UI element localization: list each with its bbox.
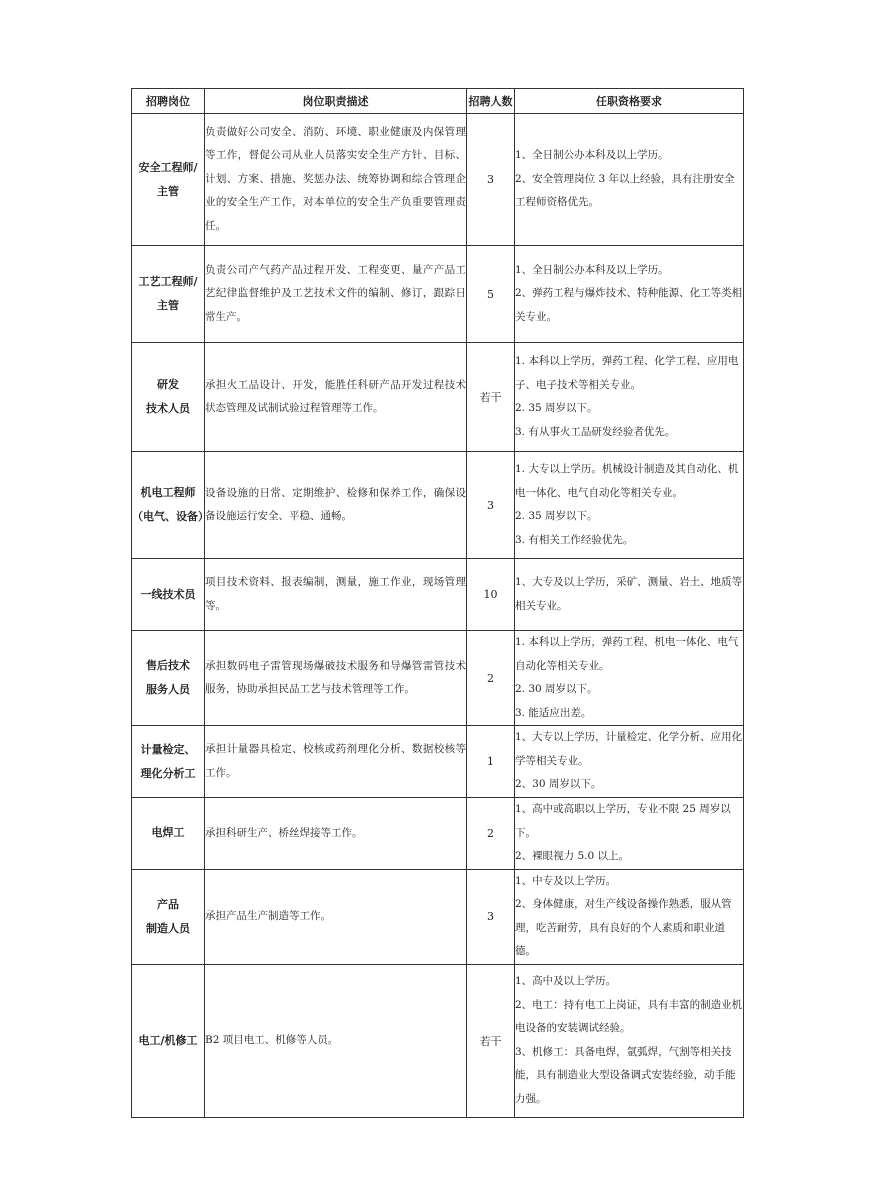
- position-line: 安全工程师/: [138, 160, 198, 174]
- position-line: 售后技术: [146, 659, 190, 672]
- position-cell: [132, 559, 205, 631]
- table-row: [132, 631, 744, 726]
- requirement-line: 2. 30 周岁以下。: [515, 683, 598, 695]
- requirements-cell: [515, 452, 744, 559]
- description-cell: 负责公司产气药产品过程开发、工程变更、量产产品工艺纪律监督维护及工艺技术文件的编制、修订，跟踪日常生产。: [205, 246, 467, 343]
- position-line: 主管: [157, 299, 179, 312]
- requirement-line: 1、大专及以上学历，采矿、测量、岩土、地质等相关专业。: [515, 576, 743, 612]
- position-cell: [132, 631, 205, 726]
- requirement-line: 1. 本科以上学历，弹药工程、化学工程、应用电子、电子技术等相关专业。: [515, 355, 739, 391]
- position-line: 主管: [157, 184, 179, 198]
- position-cell: [132, 114, 205, 246]
- description-cell: 承担科研生产、桥丝焊接等工作。: [205, 798, 467, 870]
- requirements-cell: [515, 114, 744, 246]
- description-cell: 承担产品生产制造等工作。: [205, 869, 467, 964]
- requirements-cell: [515, 343, 744, 452]
- header-position: 招聘岗位: [132, 89, 205, 114]
- position-line: 技术人员: [146, 402, 190, 415]
- table-row: [132, 798, 744, 870]
- position-cell: [132, 869, 205, 964]
- requirement-line: 3. 能适应出差。: [515, 706, 592, 719]
- count-cell: 10: [467, 559, 515, 631]
- position-cell: [132, 798, 205, 870]
- header-description: 岗位职责描述: [205, 89, 467, 114]
- position-line: 产品: [157, 897, 179, 911]
- description-cell: 承担火工品设计、开发，能胜任科研产品开发过程技术状态管理及试制试验过程管理等工作。: [205, 343, 467, 452]
- requirement-line: 1、中专及以上学历。: [515, 874, 617, 887]
- requirements-cell: [515, 869, 744, 964]
- position-line: 电工/机修工: [138, 1033, 198, 1047]
- requirements-cell: [515, 559, 744, 631]
- requirement-line: 3、机修工：具备电焊，氩弧焊，气割等相关技能，具有制造业大型设备调式安装经验，动手能力强。: [515, 1045, 736, 1105]
- table-row: [132, 114, 744, 246]
- description-cell: 设备设施的日常、定期维护、检修和保养工作，确保设备设施运行安全、平稳、通畅。: [205, 452, 467, 559]
- position-line: 理化分析工: [140, 766, 196, 780]
- requirement-line: 2、30 周岁以下。: [515, 778, 602, 791]
- requirement-line: 2. 35 周岁以下。: [515, 402, 598, 414]
- position-line: （电气、设备）: [132, 510, 209, 523]
- position-line: 制造人员: [146, 921, 190, 935]
- position-cell: [132, 246, 205, 343]
- requirement-line: 2、弹药工程与爆炸技术、特种能源、化工等类相关专业。: [515, 287, 743, 323]
- requirement-line: 1、全日制公办本科及以上学历。: [515, 263, 669, 276]
- position-cell: [132, 964, 205, 1117]
- position-line: 研发: [157, 378, 179, 391]
- position-line: 机电工程师: [140, 486, 196, 499]
- count-cell: 若干: [467, 964, 515, 1117]
- table-row: [132, 246, 744, 343]
- requirement-line: 1、全日制公办本科及以上学历。: [515, 149, 669, 162]
- position-line: 工艺工程师/: [138, 275, 198, 288]
- position-cell: [132, 726, 205, 798]
- requirements-cell: [515, 246, 744, 343]
- table-row: [132, 726, 744, 798]
- requirement-line: 3. 有从事火工品研发经验者优先。: [515, 425, 676, 438]
- header-count: 招聘人数: [467, 89, 515, 114]
- table-row: [132, 452, 744, 559]
- requirement-line: 2. 35 周岁以下。: [515, 510, 598, 522]
- count-cell: 1: [467, 726, 515, 798]
- description-cell: 承担计量器具检定、校核或药剂理化分析、数据校核等工作。: [205, 726, 467, 798]
- position-line: 电焊工: [151, 826, 185, 840]
- count-cell: 3: [467, 869, 515, 964]
- requirement-line: 3. 有相关工作经验优先。: [515, 533, 634, 546]
- requirement-line: 2、电工：持有电工上岗证，具有丰富的制造业机电设备的安装调试经验。: [515, 998, 743, 1034]
- count-cell: 3: [467, 114, 515, 246]
- count-cell: 5: [467, 246, 515, 343]
- position-cell: [132, 452, 209, 559]
- table-row: [132, 343, 744, 452]
- count-cell: 3: [467, 452, 515, 559]
- requirement-line: 1. 大专以上学历。机械设计制造及其自动化、机电一体化、电气自动化等相关专业。: [515, 463, 739, 499]
- table-row: [132, 964, 744, 1117]
- description-cell: 项目技术资料、报表编制，测量，施工作业，现场管理等。: [205, 559, 467, 631]
- requirements-cell: [515, 798, 744, 870]
- requirement-line: 1、高中或高职以上学历，专业不限 25 周岁以下。: [515, 803, 731, 839]
- description-cell: B2 项目电工、机修等人员。: [205, 964, 467, 1117]
- requirement-line: 1、高中及以上学历。: [515, 975, 617, 987]
- count-cell: 若干: [467, 343, 515, 452]
- requirements-cell: [515, 726, 744, 798]
- position-line: 一线技术员: [140, 587, 196, 601]
- position-line: 服务人员: [146, 683, 190, 696]
- description-cell: 承担数码电子雷管现场爆破技术服务和导爆管雷管技术服务，协助承担民品工艺与技术管理等工作。: [205, 631, 467, 726]
- position-line: 计量检定、: [140, 742, 196, 756]
- table-row: [132, 559, 744, 631]
- requirement-line: 2、裸眼视力 5.0 以上。: [515, 850, 630, 862]
- count-cell: 2: [467, 631, 515, 726]
- requirement-line: 1、大专以上学历，计量检定、化学分析、应用化学等相关专业。: [515, 731, 743, 767]
- requirements-cell: [515, 964, 744, 1117]
- table-row: [132, 869, 744, 964]
- requirements-cell: [515, 631, 744, 726]
- description-cell: 负责做好公司安全、消防、环境、职业健康及内保管理等工作，督促公司从业人员落实安全生产方针、目标、计划、方案、措施、奖惩办法、统筹协调和综合管理企业的安全生产工作，对本单位的安全生产负重要管理责任。: [205, 114, 467, 246]
- recruitment-table: [131, 88, 744, 1118]
- position-cell: [132, 343, 205, 452]
- count-cell: 2: [467, 798, 515, 870]
- requirement-line: 1. 本科以上学历，弹药工程、机电一体化、电气自动化等相关专业。: [515, 636, 739, 672]
- header-requirements: 任职资格要求: [515, 89, 744, 114]
- requirement-line: 2、身体健康，对生产线设备操作熟悉，服从管理，吃苦耐劳，具有良好的个人素质和职业道德。: [515, 898, 732, 957]
- requirement-line: 2、安全管理岗位 3 年以上经验，具有注册安全工程师资格优先。: [515, 172, 735, 209]
- header-row: [132, 89, 744, 114]
